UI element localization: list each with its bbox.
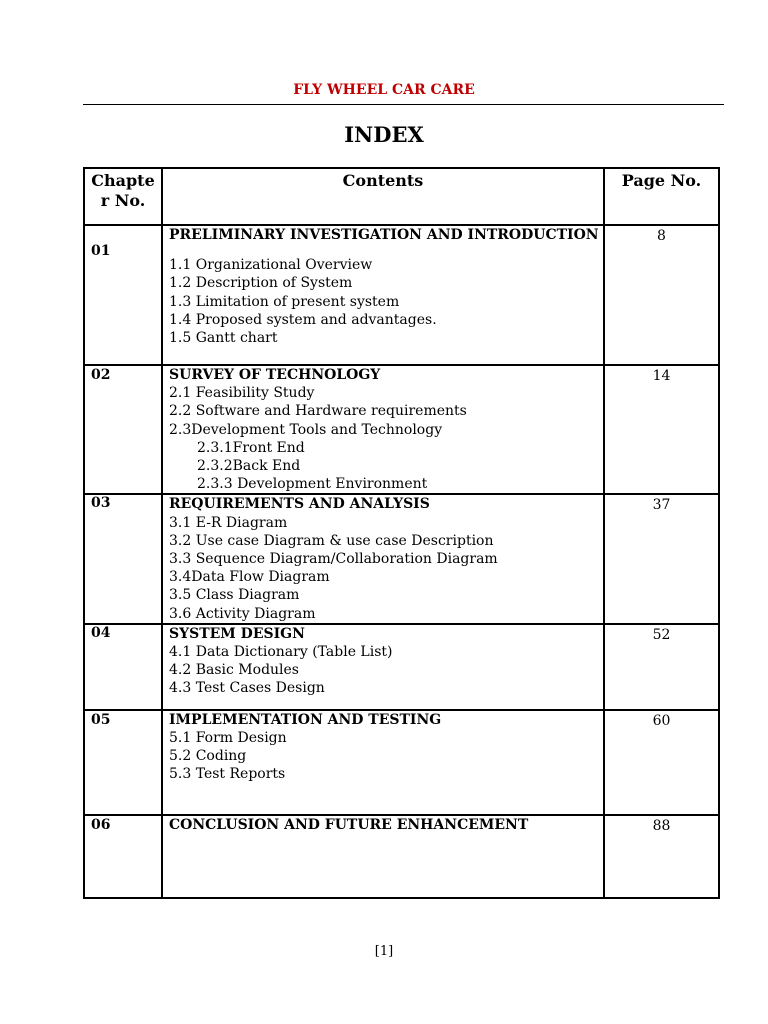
chapter-number: 06 (91, 816, 111, 833)
chapter-number: 04 (91, 624, 111, 641)
list-item: 5.1 Form Design (169, 730, 287, 747)
table-row (84, 365, 719, 494)
list-item: 2.1 Feasibility Study (169, 385, 315, 402)
table-of-contents (83, 167, 720, 899)
table-row (84, 624, 719, 710)
header-contents: Contents (162, 168, 604, 225)
list-item: 1.1 Organizational Overview (169, 257, 373, 274)
table-row (84, 710, 719, 815)
list-item: 1.2 Description of System (169, 275, 353, 292)
list-item: 3.2 Use case Diagram & use case Description (169, 532, 494, 549)
header-chapter: Chapte r No. (84, 168, 162, 225)
page-number-cell: 8 (604, 225, 719, 365)
page-number-cell: 37 (604, 494, 719, 623)
chapter-heading: PRELIMINARY INVESTIGATION AND INTRODUCTION (169, 227, 599, 243)
list-item: 4.3 Test Cases Design (169, 680, 325, 697)
page-number-cell: 88 (604, 815, 719, 898)
list-item: 1.3 Limitation of present system (169, 293, 400, 310)
list-item: 2.3Development Tools and Technology (169, 421, 443, 438)
page-number-cell: 60 (604, 710, 719, 815)
footer-page-number: [1] (374, 944, 394, 959)
list-item: 3.3 Sequence Diagram/Collaboration Diagram (169, 551, 498, 568)
table-header-row (84, 168, 719, 225)
page-number-cell: 14 (604, 365, 719, 494)
chapter-heading: REQUIREMENTS AND ANALYSIS (169, 496, 430, 513)
sub-list-item: 2.3.3 Development Environment (197, 476, 428, 493)
table-row (84, 494, 719, 623)
list-item: 3.5 Class Diagram (169, 587, 300, 604)
chapter-number: 03 (91, 495, 111, 512)
sub-list-item: 2.3.2Back End (197, 458, 301, 475)
list-item: 3.6 Activity Diagram (169, 605, 316, 622)
chapter-heading: SURVEY OF TECHNOLOGY (169, 367, 381, 383)
list-item: 2.2 Software and Hardware requirements (169, 403, 467, 420)
chapter-heading: SYSTEM DESIGN (169, 625, 305, 642)
index-title: INDEX (344, 122, 424, 147)
list-item: 4.1 Data Dictionary (Table List) (169, 644, 393, 661)
header-divider (83, 104, 724, 105)
header-page: Page No. (604, 168, 719, 225)
document-header-title: FLY WHEEL CAR CARE (293, 82, 475, 98)
chapter-number: 05 (91, 711, 111, 728)
table-row (84, 225, 719, 365)
list-item: 5.3 Test Reports (169, 766, 286, 783)
list-item: 1.5 Gantt chart (169, 330, 278, 347)
list-item: 3.4Data Flow Diagram (169, 569, 330, 586)
list-item: 1.4 Proposed system and advantages. (169, 311, 437, 328)
list-item: 5.2 Coding (169, 748, 247, 765)
list-item: 3.1 E-R Diagram (169, 514, 288, 531)
chapter-number: 01 (91, 243, 111, 259)
chapter-number: 02 (91, 367, 111, 383)
sub-list-item: 2.3.1Front End (197, 439, 305, 456)
list-item: 4.2 Basic Modules (169, 662, 299, 679)
chapter-heading: CONCLUSION AND FUTURE ENHANCEMENT (169, 816, 529, 833)
chapter-heading: IMPLEMENTATION AND TESTING (169, 711, 442, 728)
table-row (84, 815, 719, 898)
page-number-cell: 52 (604, 624, 719, 710)
